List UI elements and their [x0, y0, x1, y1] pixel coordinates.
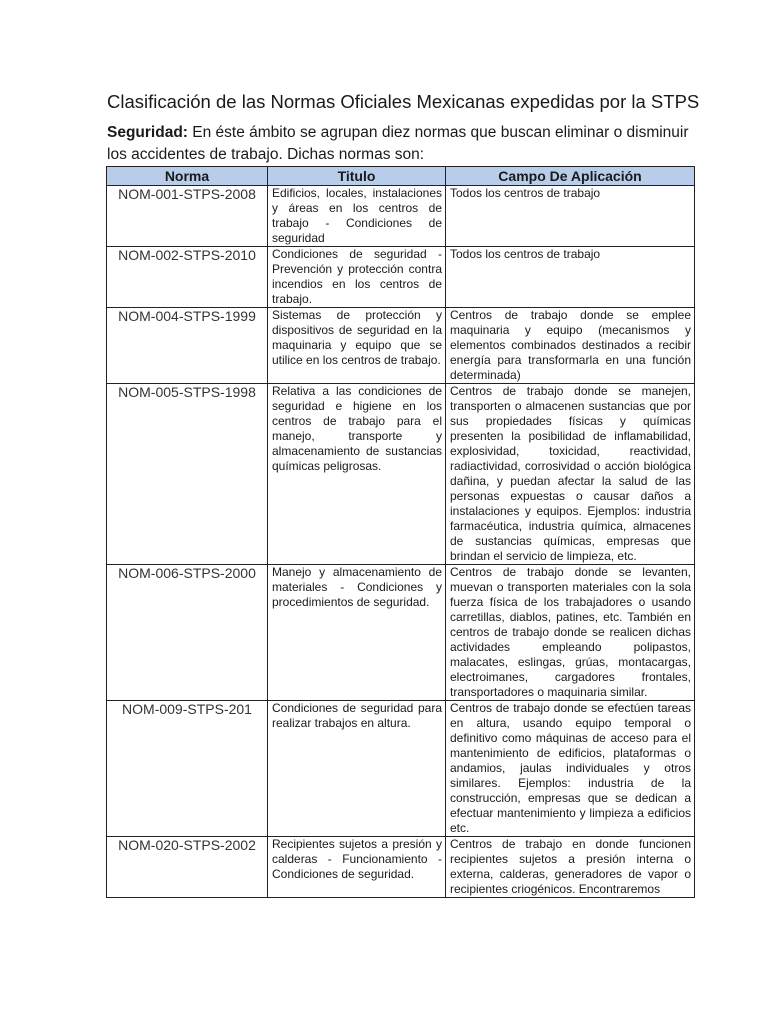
norma-title: Recipientes sujetos a presión y calderas - Funcionamiento - Condiciones de seguridad.: [268, 837, 446, 898]
norma-code: NOM-001-STPS-2008: [107, 186, 268, 247]
table-row: [107, 186, 695, 247]
norma-title: Relativa a las condiciones de seguridad e higiene en los centros de trabajo para el manejo, transporte y almacenamiento de sustancias químicas peligrosas.: [268, 384, 446, 565]
intro-paragraph: [107, 122, 697, 166]
norma-title: Condiciones de seguridad para realizar trabajos en altura.: [268, 701, 446, 837]
norma-scope: Centros de trabajo donde se levanten, muevan o transporten materiales con la sola fuerza física de los trabajadores o usando carretillas, diablos, patines, etc. También en centros de trabajo donde se realicen dichas actividades empleando polipastos, malacates, eslingas, grúas, montacargas, electroimanes, cargadores frontales, transportadores o maquinaria similar.: [446, 565, 695, 701]
norma-scope: Todos los centros de trabajo: [446, 247, 695, 308]
table-row: [107, 837, 695, 898]
table-row: [107, 565, 695, 701]
norma-scope: Todos los centros de trabajo: [446, 186, 695, 247]
document-title: Clasificación de las Normas Oficiales Mexicanas expedidas por la STPS: [107, 91, 700, 112]
norma-code: NOM-020-STPS-2002: [107, 837, 268, 898]
intro-label: Seguridad:: [107, 124, 188, 141]
scope-clip: Centros de trabajo en donde funcionen recipientes sujetos a presión interna o externa, calderas, generadores de vapor o recipientes criogénicos. Encontraremos: [450, 837, 691, 896]
norma-title: Sistemas de protección y dispositivos de seguridad en la maquinaria y equipo que se utilice en los centros de trabajo.: [268, 308, 446, 384]
norma-code: NOM-002-STPS-2010: [107, 247, 268, 308]
norma-scope: [446, 837, 695, 898]
table-row: [107, 384, 695, 565]
norma-code: NOM-009-STPS-201: [107, 701, 268, 837]
norms-table: [106, 166, 695, 898]
header-titulo: Titulo: [268, 167, 446, 186]
norma-title: Manejo y almacenamiento de materiales - Condiciones y procedimientos de seguridad.: [268, 565, 446, 701]
table-header-row: [107, 167, 695, 186]
norma-code: NOM-004-STPS-1999: [107, 308, 268, 384]
header-campo: Campo De Aplicación: [446, 167, 695, 186]
table-row: [107, 308, 695, 384]
norma-title: Edificios, locales, instalaciones y áreas en los centros de trabajo - Condiciones de seguridad: [268, 186, 446, 247]
norma-scope: Centros de trabajo donde se efectúen tareas en altura, usando equipo temporal o definitivo como máquinas de acceso para el mantenimiento de edificios, plataformas o andamios, jaulas individuales y otros similares. Ejemplos: industria de la construcción, empresas que se dedican a efectuar mantenimiento y limpieza a edificios etc.: [446, 701, 695, 837]
intro-text: En éste ámbito se agrupan diez normas que buscan eliminar o disminuir los accidentes de trabajo. Dichas normas son:: [107, 124, 689, 163]
header-norma: Norma: [107, 167, 268, 186]
table-row: [107, 701, 695, 837]
norma-title: Condiciones de seguridad - Prevención y protección contra incendios en los centros de trabajo.: [268, 247, 446, 308]
table-row: [107, 247, 695, 308]
norma-code: NOM-005-STPS-1998: [107, 384, 268, 565]
norma-scope: Centros de trabajo donde se manejen, transporten o almacenen sustancias que por sus propiedades físicas y químicas presenten la posibilidad de inflamabilidad, explosividad, toxicidad, reactividad, radiactividad, corrosividad o acción biológica dañina, y puedan afectar la salud de las personas expuestas o causar daños a instalaciones y equipos. Ejemplos: industria farmacéutica, industria química, almacenes de sustancias químicas, empresas que brindan el servicio de limpieza, etc.: [446, 384, 695, 565]
norma-code: NOM-006-STPS-2000: [107, 565, 268, 701]
norma-scope: Centros de trabajo donde se emplee maquinaria y equipo (mecanismos y elementos combinados destinados a recibir energía para transformarla en una función determinada): [446, 308, 695, 384]
